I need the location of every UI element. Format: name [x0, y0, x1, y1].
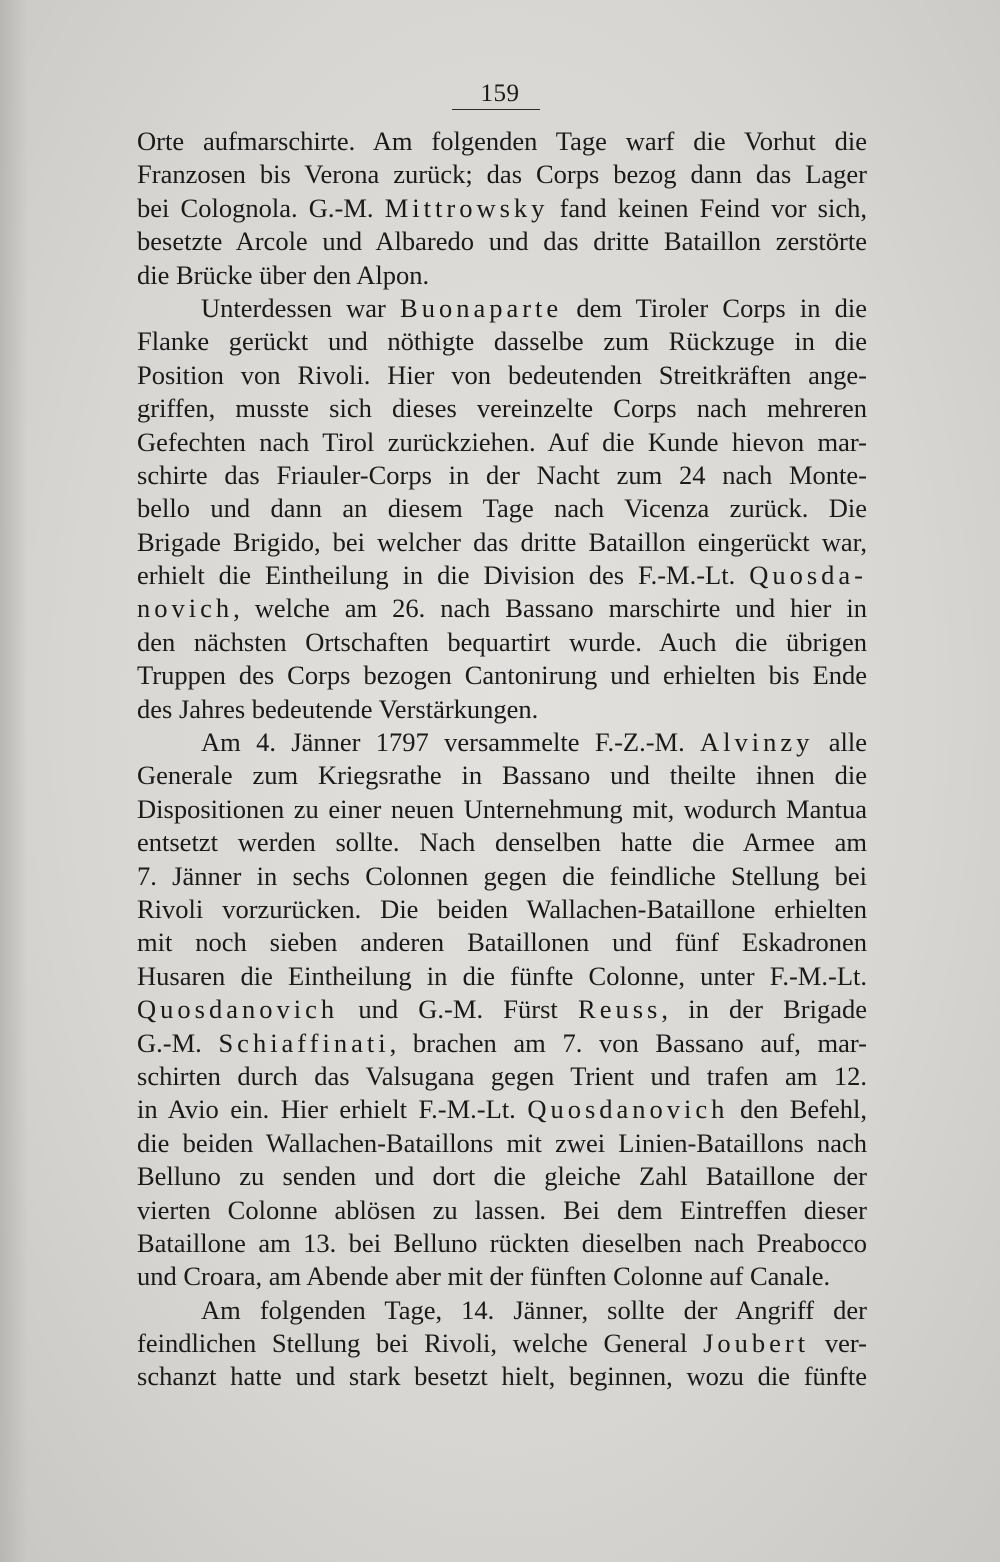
spaced-name: Buonaparte	[400, 292, 563, 323]
text-line: Generale zum Kriegsrathe in Bassano und theilte ihnen die	[137, 760, 867, 791]
text-line: novich, welche am 26. nach Bassano marschirte und hier in	[137, 593, 867, 624]
text-line: die Brücke über den Alpon.	[137, 259, 430, 290]
text-line: schirten durch das Valsugana gegen Trient und trafen am 12.	[137, 1060, 867, 1091]
text-line: und Croara, am Abende aber mit der fünften Colonne auf Canale.	[137, 1261, 831, 1292]
text-line: bello und dann an diesem Tage nach Vicenza zurück. Die	[137, 493, 867, 524]
spaced-name: novich	[137, 593, 234, 624]
text-line: entsetzt werden sollte. Nach denselben hatte die Armee am	[137, 827, 867, 858]
text-line: schanzt hatte und stark besetzt hielt, beginnen, wozu die fünfte	[137, 1361, 867, 1392]
page-number-rule	[452, 109, 540, 110]
text-line: des Jahres bedeutende Verstärkungen.	[137, 693, 539, 724]
text-line: Truppen des Corps bezogen Cantonirung und erhielten bis Ende	[137, 660, 867, 691]
text-line: besetzte Arcole und Albaredo und das dritte Bataillon zerstörte	[137, 226, 867, 257]
spaced-name: Reuss	[578, 994, 662, 1025]
text-line: Belluno zu senden und dort die gleiche Zahl Bataillone der	[137, 1161, 867, 1192]
spaced-name: Mittrowsky	[384, 192, 549, 223]
text-line: Franzosen bis Verona zurück; das Corps bezog dann das Lager	[137, 159, 867, 190]
text-line: Am 4. Jänner 1797 versammelte F.-Z.-M. Alvinzy alle	[201, 727, 867, 758]
text-line: feindlichen Stellung bei Rivoli, welche General Joubert ver-	[137, 1328, 867, 1359]
text-line: Unterdessen war Buonaparte dem Tiroler Corps in die	[201, 292, 867, 323]
text-line: Am folgenden Tage, 14. Jänner, sollte der Angriff der	[201, 1294, 867, 1325]
text-line: Bataillone am 13. bei Belluno rückten dieselben nach Preabocco	[137, 1227, 867, 1258]
spaced-name: Schiaffinati	[218, 1027, 390, 1058]
text-line: Position von Rivoli. Hier von bedeutenden Streitkräften ange-	[137, 359, 867, 390]
spaced-name: Joubert	[703, 1328, 810, 1359]
text-line: die beiden Wallachen-Bataillons mit zwei Linien-Bataillons nach	[137, 1127, 867, 1158]
text-line: griffen, musste sich dieses vereinzelte Corps nach mehreren	[137, 393, 867, 424]
text-line: den nächsten Ortschaften bequartirt wurde. Auch die übrigen	[137, 626, 867, 657]
text-line: Orte aufmarschirte. Am folgenden Tage warf die Vorhut die	[137, 126, 867, 156]
spaced-name: Alvinzy	[700, 727, 814, 758]
text-line: schirte das Friauler-Corps in der Nacht zum 24 nach Monte-	[137, 459, 867, 490]
text-line: Flanke gerückt und nöthigte dasselbe zum Rückzuge in die	[137, 326, 867, 357]
text-line: bei Colognola. G.-M. Mittrowsky fand keinen Feind vor sich,	[137, 192, 867, 223]
spaced-name: Quosda-	[749, 560, 867, 591]
spaced-name: Quosdanovich	[527, 1094, 729, 1125]
page-number: 159	[480, 80, 520, 107]
text-line: G.-M. Schiaffinati, brachen am 7. von Bassano auf, mar-	[137, 1027, 867, 1058]
text-line: 7. Jänner in sechs Colonnen gegen die feindliche Stellung bei	[137, 860, 867, 891]
text-line: Brigade Brigido, bei welcher das dritte Bataillon eingerückt war,	[137, 526, 867, 557]
text-line: Husaren die Eintheilung in die fünfte Colonne, unter F.-M.-Lt.	[137, 960, 867, 991]
text-line: in Avio ein. Hier erhielt F.-M.-Lt. Quosdanovich den Befehl,	[137, 1094, 867, 1125]
text-line: mit noch sieben anderen Bataillonen und fünf Eskadronen	[137, 927, 867, 958]
spaced-name: Quosdanovich	[137, 994, 339, 1025]
text-line: vierten Colonne ablösen zu lassen. Bei dem Eintreffen dieser	[137, 1194, 867, 1225]
text-line: Rivoli vorzurücken. Die beiden Wallachen-Bataillone erhielten	[137, 893, 867, 924]
text-line: erhielt die Eintheilung in die Division des F.-M.-Lt. Quosda-	[137, 560, 867, 591]
text-line: Dispositionen zu einer neuen Unternehmung mit, wodurch Mantua	[137, 793, 867, 824]
body-text	[137, 125, 867, 1394]
text-line: Gefechten nach Tirol zurückziehen. Auf die Kunde hievon mar-	[137, 426, 867, 457]
text-line: Quosdanovich und G.-M. Fürst Reuss, in der Brigade	[137, 994, 867, 1025]
